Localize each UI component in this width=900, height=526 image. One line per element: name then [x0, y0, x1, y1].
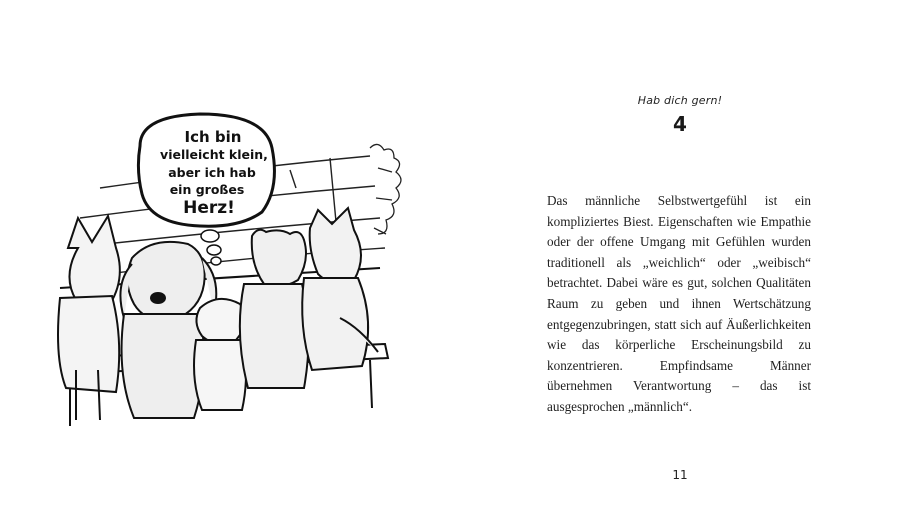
body-paragraph: Das männliche Selbstwertgefühl ist ein kompliziertes Biest. Eigenschaften wie Empathie oder der offene Umgang mit Gefühlen wurden traditionell als „weichlich“ oder „weibisch“ betrachtet. Dabei wäre es gut, solchen Qualitäten Raum zu geben und ihnen Wertschätzung entgegenzubringen, statt sich auf Äußerlichkeiten wie das körperliche Erscheinungsbild zu konzentrieren. Empfindsame Männer übernehmen Verantwortung – das ist ausgesprochen „männlich“.	[547, 193, 811, 414]
chapter-header	[600, 94, 760, 136]
dogs-on-bench-illustration	[40, 108, 430, 438]
speech-bubble-line-4: ein großes	[169, 182, 245, 197]
speech-bubble-line-3: aber ich hab	[168, 165, 256, 180]
speech-bubble-line-2: vielleicht klein,	[160, 147, 268, 162]
chapter-number: 4	[673, 112, 687, 136]
page-number: 11	[672, 468, 688, 482]
speech-bubble-line-1: Ich bin	[184, 128, 242, 146]
chapter-kicker: Hab dich gern!	[637, 94, 723, 107]
speech-bubble-line-5: Herz!	[183, 198, 235, 218]
